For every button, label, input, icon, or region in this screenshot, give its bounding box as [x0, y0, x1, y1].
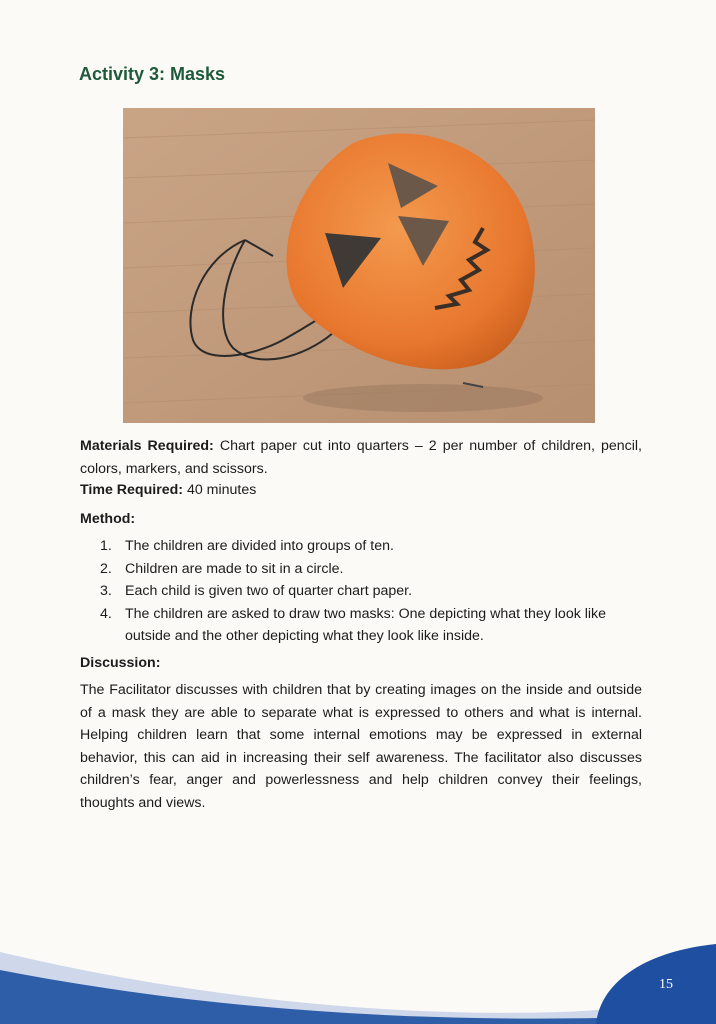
materials-text: Chart paper cut into quarters – 2 per number of children, pencil, colors, markers, and scissors.: [80, 438, 642, 477]
method-heading: Method:: [80, 511, 136, 527]
step-number: 3.: [100, 583, 112, 599]
time-text: 40 minutes: [183, 482, 257, 498]
method-step: [100, 603, 642, 648]
step-number: 1.: [100, 538, 112, 554]
step-text: The children are asked to draw two masks: One depicting what they look like outside and the other depicting what they look like inside.: [125, 605, 607, 644]
method-step: [100, 535, 642, 558]
materials-required: [80, 435, 642, 480]
method-step: [100, 580, 642, 603]
step-number: 2.: [100, 560, 112, 577]
time-required: [80, 479, 642, 502]
footer-wave: [0, 930, 716, 1024]
discussion-text: The Facilitator discusses with children that by creating images on the inside and outside of a mask they are able to separate what is expressed to others and what is internal. Helping children learn that some internal emotions may be expressed in external behavior, this can aid in increasing their self awareness. The facilitator also discusses children’s fear, anger and powerlessness and help children convey their feelings, thoughts and views.: [80, 682, 642, 811]
method-steps: [100, 535, 642, 648]
step-text: Each child is given two of quarter chart paper.: [125, 583, 413, 599]
materials-label: Materials Required:: [80, 438, 214, 454]
mask-photo: [123, 108, 595, 423]
page-number: 15: [659, 977, 673, 992]
time-label: Time Required:: [80, 482, 184, 498]
step-text: Children are made to sit in a circle.: [125, 560, 344, 577]
activity-title: Activity 3: Masks: [79, 64, 226, 84]
method-step: [100, 558, 642, 581]
step-text: The children are divided into groups of ten.: [125, 538, 394, 554]
discussion-heading: Discussion:: [80, 655, 161, 671]
step-number: 4.: [100, 605, 112, 622]
mask-illustration: [123, 108, 595, 423]
